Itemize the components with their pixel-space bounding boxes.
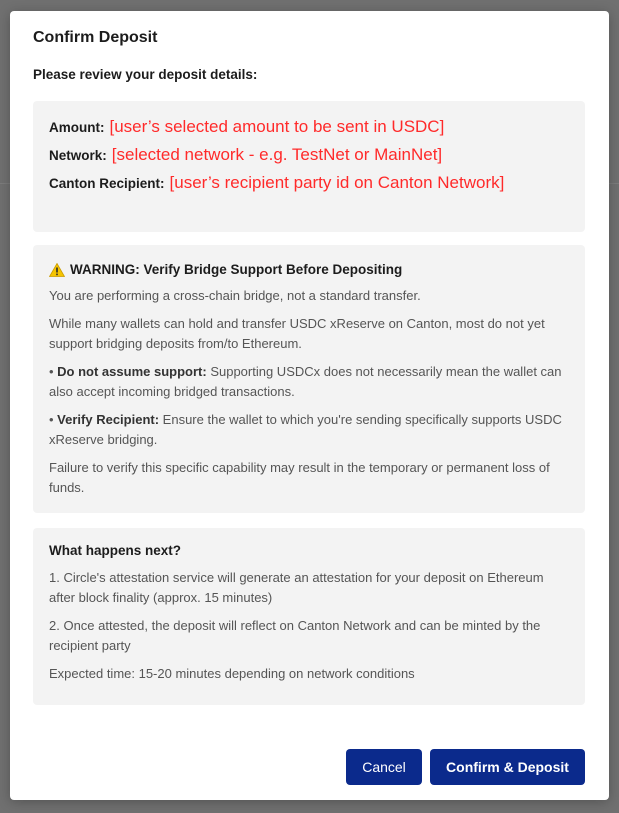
detail-row-recipient <box>49 173 569 201</box>
warning-text-2: While many wallets can hold and transfer USDC xReserve on Canton, most do not yet support bridging deposits from/to Ethereum. <box>49 316 545 351</box>
warning-text-3: Failure to verify this specific capability may result in the temporary or permanent loss of funds. <box>49 460 550 495</box>
dialog-title: Confirm Deposit <box>33 29 158 46</box>
next-step-2: 2. Once attested, the deposit will reflect on Canton Network and can be minted by the recipient party <box>49 618 541 653</box>
warning-bullet-2: • Verify Recipient: Ensure the wallet to which you're sending specifically supports USDC xReserve bridging. <box>49 412 562 447</box>
next-step-1: 1. Circle's attestation service will generate an attestation for your deposit on Ethereum after block finality (approx. 15 minutes) <box>49 570 544 605</box>
detail-row-amount <box>49 117 569 145</box>
bullet-1-text: Supporting USDCx does not necessarily mean the wallet can also accept incoming bridged transactions. <box>49 364 562 399</box>
network-label: Network: <box>49 148 107 163</box>
warning-icon <box>49 263 65 277</box>
amount-value: [user’s selected amount to be sent in USDC] <box>109 117 445 136</box>
warning-text-1: You are performing a cross-chain bridge, not a standard transfer. <box>49 288 421 303</box>
warning-bullet-1: • Do not assume support: Supporting USDCx does not necessarily mean the wallet can also accept incoming bridged transactions. <box>49 364 562 399</box>
detail-row-network <box>49 145 569 173</box>
recipient-label: Canton Recipient: <box>49 176 165 191</box>
bullet-2-text: Ensure the wallet to which you're sending specifically supports USDC xReserve bridging. <box>49 412 562 447</box>
next-steps-title: What happens next? <box>49 543 182 558</box>
deposit-details-panel <box>33 101 585 232</box>
cancel-button[interactable]: Cancel <box>346 749 422 785</box>
amount-label: Amount: <box>49 120 105 135</box>
bullet-2-strong: Verify Recipient: <box>57 412 160 427</box>
dialog-subtitle: Please review your deposit details: <box>33 67 258 82</box>
warning-panel <box>33 245 585 513</box>
expected-time: Expected time: 15-20 minutes depending on network conditions <box>49 666 415 681</box>
network-value: [selected network - e.g. TestNet or MainNet] <box>111 145 443 164</box>
next-steps-panel <box>33 528 585 705</box>
warning-title: WARNING: Verify Bridge Support Before Depositing <box>70 262 403 277</box>
recipient-value: [user’s recipient party id on Canton Network] <box>169 173 505 192</box>
bullet-1-strong: Do not assume support: <box>57 364 207 379</box>
confirm-deposit-dialog <box>10 11 609 800</box>
warning-heading <box>49 262 569 277</box>
confirm-deposit-button[interactable]: Confirm & Deposit <box>430 749 585 785</box>
